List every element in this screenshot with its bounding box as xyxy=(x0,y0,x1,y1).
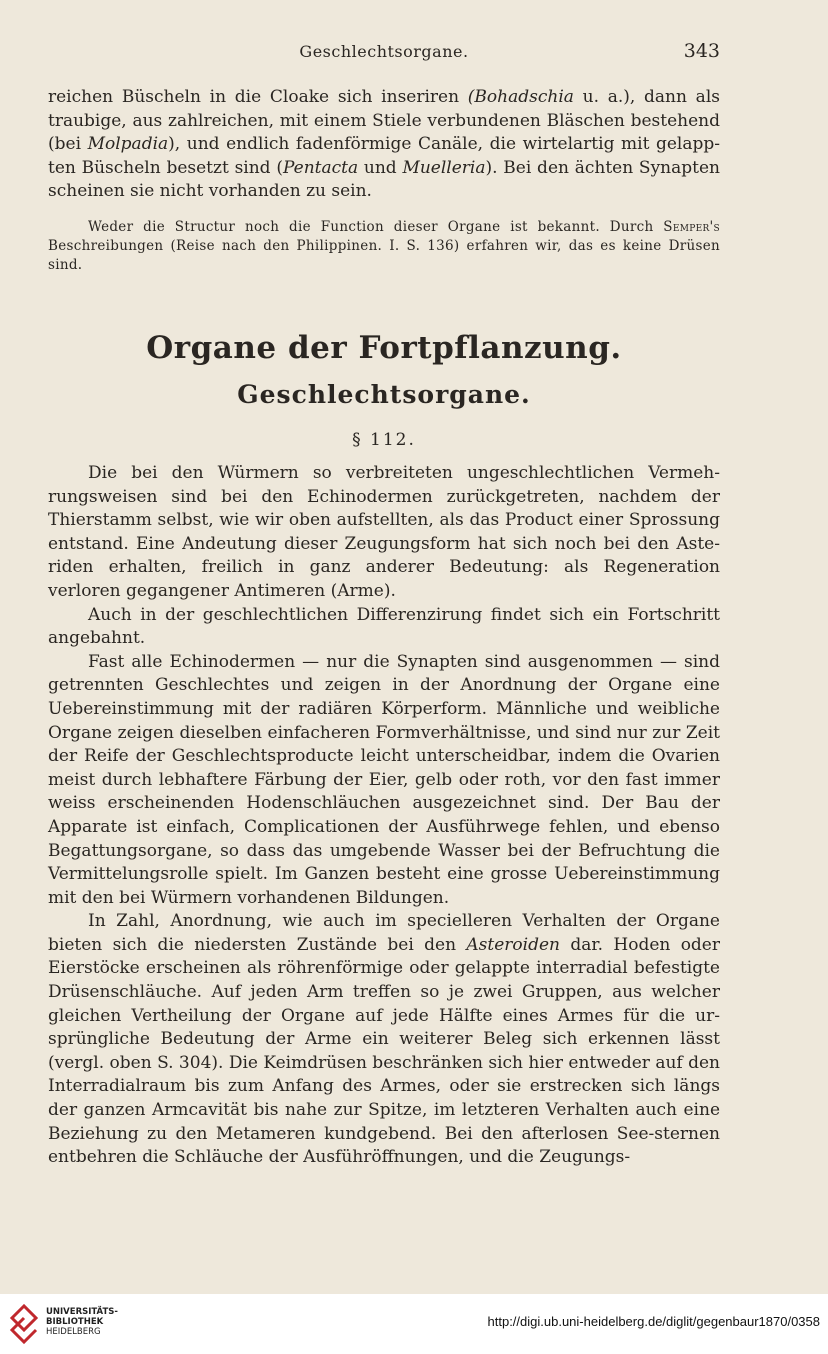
italic-run: Muelleria xyxy=(402,157,486,178)
footer-bar xyxy=(0,1294,828,1354)
text-run: Beschreibungen (Reise nach den Philippinen. I. S. 136) erfahren wir, das es keine Drüsen sind. xyxy=(48,238,720,273)
source-url-link[interactable]: http://digi.ub.uni-heidelberg.de/diglit/gegenbaur1870/0358 xyxy=(487,1314,820,1329)
intro-paragraph xyxy=(48,86,720,204)
footnote-text xyxy=(48,218,720,275)
paragraph-3 xyxy=(48,651,720,911)
text-run: und xyxy=(358,157,403,178)
main-text xyxy=(48,462,720,1170)
italic-run: Asteroiden xyxy=(466,934,560,955)
institution-line-3: HEIDELBERG xyxy=(46,1327,101,1337)
institution-line-2: BIBLIOTHEK xyxy=(46,1317,104,1327)
chapter-heading: Organe der Fortpflanzung. xyxy=(146,330,622,366)
text-run: dar. Hoden oder Eierstöcke erscheinen als röhrenförmige oder gelappte interradial befestigte Drüsenschläuche. Auf jeden Arm treffen so je zwei Gruppen, aus welcher gleichen Vertheilung der Organe auf jede Hälfte eines Armes für die ur-sprüngliche Bedeutung der Arme ein weiterer Beleg sich erkennen lässt (vergl. oben S. 304). Die Keimdrüsen beschränken sich hier entweder auf den Interradialraum bis zum Anfang des Armes, oder sie erstrecken sich längs der ganzen Armcavität bis nahe zur Spitze, im letzteren Verhalten auch eine Beziehung zu den Metameren kundgebend. Bei den afterlosen See-sternen entbehren die Schläuche der Ausführöffnungen, und die Zeugungs- xyxy=(48,934,720,1168)
italic-run: (Bohadschia xyxy=(467,87,574,107)
text-run: reichen Büscheln in die Cloake sich inseriren xyxy=(48,87,468,107)
text-run: ). Bei den ächten Synapten scheinen sie nicht vorhanden zu sein. xyxy=(48,157,720,202)
italic-run: Pentacta xyxy=(282,157,359,178)
intro-text xyxy=(48,86,720,204)
paragraph-1 xyxy=(48,462,720,604)
text-run: Weder die Structur noch die Function dieser Organe ist bekannt. Durch xyxy=(88,219,664,235)
logo-mark xyxy=(12,1306,36,1342)
footnote xyxy=(48,218,720,275)
section-number: § 112. xyxy=(352,430,416,450)
paragraph-4 xyxy=(48,910,720,1170)
text-run: u. a.), dann als traubige, aus zahlreichen, mit einem Stiele verbundenen Bläschen bestehend (bei xyxy=(48,87,720,155)
smallcaps-run: Semper's xyxy=(663,219,720,235)
running-title: Geschlechtsorgane. xyxy=(299,42,469,61)
institution-name xyxy=(46,1307,118,1337)
paragraph-2 xyxy=(48,604,720,651)
section-heading: Geschlechtsorgane. xyxy=(237,380,531,409)
text-run: In Zahl, Anordnung, wie auch im specielleren Verhalten der Organe bieten sich die niedersten Zustände bei den xyxy=(48,911,720,955)
italic-run: Molpadia xyxy=(87,134,169,155)
text-run: Fast alle Echinodermen — nur die Synapten sind ausgenommen — sind getrennten Geschlechtes und zeigen in der Anordnung der Organe eine Uebereinstimmung mit der radiären Körperform. Männliche und weibliche Organe zeigen dieselben einfacheren Formverhältnisse, und sind nur zur Zeit der Reife der Geschlechtsproducte leicht unterscheidbar, indem die Ovarien meist durch lebhaftere Färbung der Eier, gelb oder roth, vor den fast immer weiss erscheinenden Hodenschläuchen ausgezeichnet sind. Der Bau der Apparate ist einfach, Complicationen der Ausführwege fehlen, und ebenso Begattungsorgane, so dass das umgebende Wasser bei der Befruchtung die Vermittelungsrolle spielt. Im Ganzen besteht eine grosse Uebereinstimmung mit den bei Würmern vorhandenen Bildungen. xyxy=(48,651,720,908)
page-number: 343 xyxy=(683,40,720,62)
text-run: ), und endlich fadenförmige Canäle, die wirtelartig mit gelapp-ten Büscheln besetzt sind ( xyxy=(48,134,721,178)
text-run: Die bei den Würmern so verbreiteten ungeschlechtlichen Vermeh-rungsweisen sind bei den Echinodermen zurückgetreten, nachdem der Thierstamm selbst, wie wir oben aufstellten, als das Product einer Sprossung entstand. Eine Andeutung dieser Zeugungsform hat sich noch bei den Aste-riden erhalten, freilich in ganz anderer Bedeutung: als Regeneration verloren gegangener Antimeren (Arme). xyxy=(48,463,720,601)
running-head xyxy=(48,42,720,68)
institution-line-1: UNIVERSITÄTS- xyxy=(46,1307,118,1317)
library-logo-icon xyxy=(8,1302,40,1346)
text-run: Auch in der geschlechtlichen Differenzirung findet sich ein Fortschritt angebahnt. xyxy=(48,604,720,649)
